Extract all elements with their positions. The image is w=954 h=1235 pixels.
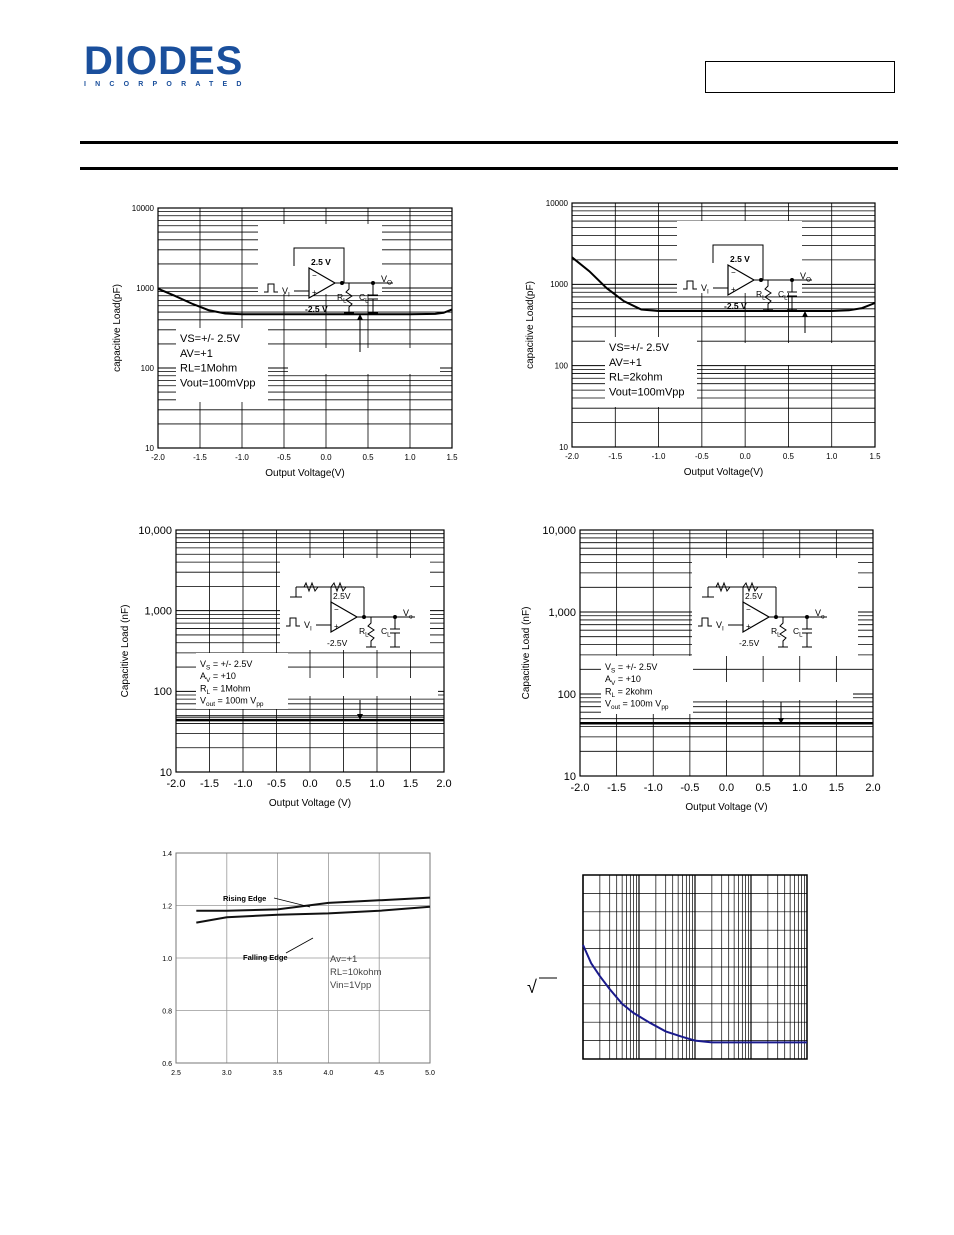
circuit-vplus-label: 2.5 V bbox=[730, 254, 750, 264]
x-tick-label: -1.0 bbox=[651, 452, 666, 461]
x-tick-label: -1.0 bbox=[233, 778, 253, 790]
circuit-opamp-plus: + bbox=[334, 622, 339, 631]
x-tick-label: 0.5 bbox=[755, 782, 771, 794]
circuit-vminus-label: -2.5 V bbox=[305, 304, 328, 314]
circuit-vplus-label: 2.5 V bbox=[311, 257, 331, 267]
circuit-vminus-label: -2.5V bbox=[327, 638, 348, 648]
x-tick-label: 0.5 bbox=[362, 453, 374, 462]
x-tick-label: -2.0 bbox=[166, 778, 186, 790]
test-condition-note: AV=+1 bbox=[609, 356, 642, 369]
x-tick-label: 0.5 bbox=[335, 778, 352, 790]
x-tick-label: 0.0 bbox=[718, 782, 735, 794]
x-tick-label: -2.0 bbox=[151, 453, 165, 462]
x-tick-label: -1.0 bbox=[643, 782, 663, 794]
y-tick-label: 100 bbox=[557, 688, 576, 701]
chart-noise-density bbox=[515, 865, 815, 1065]
test-condition-note: AV=+1 bbox=[180, 347, 213, 360]
annotation-blank-bg bbox=[693, 682, 853, 700]
x-axis-label: Output Voltage (V) bbox=[268, 798, 352, 809]
series-leader-falling bbox=[286, 938, 313, 953]
test-condition-note: $V_{out} = 100m$ $V_{pp}$ bbox=[200, 695, 264, 709]
circuit-cl-label: $C_L$ bbox=[359, 292, 369, 305]
test-condition-note: Vout=100mVpp bbox=[180, 377, 256, 390]
test-condition-note: Vout=100mVpp bbox=[609, 386, 685, 399]
circuit-vminus-label: -2.5V bbox=[739, 638, 760, 648]
series-label-rising-edge: Rising Edge bbox=[223, 894, 267, 903]
test-condition-note: RL=2kohm bbox=[609, 371, 663, 384]
part-number-box bbox=[705, 61, 895, 93]
y-tick-label: 1.4 bbox=[162, 851, 172, 858]
chart-capload-av10-rl-1mohm bbox=[110, 518, 470, 813]
circuit-opamp-minus: − bbox=[334, 605, 339, 614]
circuit-opamp-minus: − bbox=[312, 271, 317, 280]
test-condition-note: VS=+/- 2.5V bbox=[180, 333, 240, 345]
annotation-blank-bg bbox=[288, 678, 438, 696]
x-tick-label: 3.0 bbox=[221, 1070, 232, 1077]
test-condition-note: $V_S$ = +/- 2.5V bbox=[605, 662, 658, 675]
circuit-opamp-plus: + bbox=[312, 288, 317, 297]
data-series-line bbox=[196, 907, 430, 923]
y-tick-label: 10000 bbox=[545, 198, 568, 208]
circuit-opamp-minus: − bbox=[746, 605, 751, 614]
x-tick-label: -1.0 bbox=[235, 453, 249, 462]
circuit-vo-label: $V_O$ bbox=[381, 274, 393, 287]
x-tick-label: 1.0 bbox=[792, 782, 808, 794]
chart-slew-rate-vs-supply bbox=[150, 840, 450, 1080]
x-tick-label: -1.5 bbox=[608, 452, 623, 461]
circuit-vo-label: $V_o$ bbox=[403, 608, 413, 621]
test-condition-note: RL=1Mohm bbox=[180, 362, 238, 375]
test-condition-note: $R_L$ = 1Mohm bbox=[200, 683, 251, 696]
chart-capload-av10-rl-2kohm bbox=[505, 518, 890, 818]
x-tick-label: 0.5 bbox=[782, 452, 794, 461]
circuit-vi-label: $V_I$ bbox=[701, 283, 709, 296]
x-tick-label: 1.0 bbox=[369, 778, 385, 790]
circuit-vplus-label: 2.5V bbox=[333, 591, 351, 601]
test-condition-note: Av=+1 bbox=[330, 954, 358, 965]
circuit-output-node bbox=[774, 615, 778, 619]
x-tick-label: 4.5 bbox=[374, 1070, 385, 1077]
x-tick-label: 0.0 bbox=[302, 778, 318, 790]
y-axis-sqrt-symbol: √ bbox=[527, 977, 537, 997]
circuit-inset-bg bbox=[280, 558, 430, 650]
x-tick-label: -0.5 bbox=[694, 452, 709, 461]
circuit-output-node bbox=[362, 615, 366, 619]
circuit-opamp-plus: + bbox=[746, 622, 751, 631]
circuit-vplus-label: 2.5V bbox=[745, 591, 763, 601]
x-tick-label: 1.5 bbox=[869, 452, 881, 461]
x-tick-label: -2.0 bbox=[565, 452, 579, 461]
header-rule-top bbox=[80, 141, 898, 144]
y-axis-label: Capacitive Load (nF) bbox=[521, 606, 532, 700]
x-tick-label: 5.0 bbox=[425, 1070, 435, 1077]
x-tick-label: 0.0 bbox=[739, 452, 751, 461]
header-rule-bottom bbox=[80, 167, 898, 170]
series-label-falling-edge: Falling Edge bbox=[243, 953, 288, 962]
y-tick-label: 1,000 bbox=[144, 605, 172, 618]
diodes-logo bbox=[84, 39, 254, 90]
test-condition-note: RL=10kohm bbox=[330, 967, 382, 978]
circuit-vo-label: $V_O$ bbox=[800, 271, 812, 284]
circuit-output-node bbox=[340, 281, 344, 285]
circuit-inset-bg bbox=[692, 558, 858, 656]
y-tick-label: 100 bbox=[153, 686, 172, 699]
x-tick-label: 1.0 bbox=[404, 453, 416, 462]
x-tick-label: -2.0 bbox=[570, 782, 590, 794]
x-tick-label: -0.5 bbox=[267, 778, 286, 790]
test-condition-note: $V_{out} = 100m$ $V_{pp}$ bbox=[605, 698, 669, 712]
test-condition-note: $A_V = +10$ bbox=[200, 671, 236, 684]
y-tick-label: 1000 bbox=[550, 280, 568, 290]
circuit-opamp-minus: − bbox=[731, 268, 736, 277]
y-axis-label: Capacitive Load (nF) bbox=[120, 604, 131, 698]
circuit-vo-label: $V_o$ bbox=[815, 608, 825, 621]
y-tick-label: 100 bbox=[140, 363, 154, 373]
annotation-blank-bg bbox=[717, 343, 865, 365]
test-condition-note: Vin=1Vpp bbox=[330, 980, 372, 991]
chart-capload-rl-2kohm bbox=[515, 195, 890, 490]
x-tick-label: -1.5 bbox=[193, 453, 207, 462]
circuit-vi-label: $V_I$ bbox=[282, 286, 290, 299]
y-tick-label: 10000 bbox=[131, 203, 154, 213]
y-tick-label: 10 bbox=[159, 766, 172, 779]
chart-capload-rl-1mohm bbox=[100, 198, 470, 493]
x-tick-label: 1.0 bbox=[826, 452, 838, 461]
circuit-opamp-plus: + bbox=[731, 285, 736, 294]
x-tick-label: -0.5 bbox=[680, 782, 700, 794]
circuit-cl-label: $C_L$ bbox=[381, 626, 391, 639]
circuit-cl-label: $C_L$ bbox=[778, 289, 788, 302]
y-tick-label: 0.8 bbox=[162, 1008, 172, 1016]
annotation-blank-bg bbox=[288, 348, 440, 374]
test-condition-note: $A_V = +10$ bbox=[605, 674, 641, 687]
x-tick-label: 2.0 bbox=[436, 778, 452, 790]
y-tick-label: 10 bbox=[145, 443, 154, 453]
y-tick-label: 1.0 bbox=[162, 956, 172, 963]
x-tick-label: 2.5 bbox=[171, 1070, 181, 1077]
x-tick-label: 4.0 bbox=[323, 1070, 334, 1077]
y-tick-label: 1,000 bbox=[548, 606, 576, 619]
x-tick-label: 0.0 bbox=[320, 453, 332, 462]
x-tick-label: 1.5 bbox=[828, 782, 845, 794]
circuit-rl-label: $R_L$ bbox=[771, 626, 781, 639]
test-condition-note: $V_S$ = +/- 2.5V bbox=[200, 659, 253, 672]
circuit-rl-label: $R_L$ bbox=[337, 292, 347, 305]
x-tick-label: 1.5 bbox=[446, 453, 458, 462]
y-tick-label: 10 bbox=[563, 770, 576, 783]
x-axis-label: Output Voltage(V) bbox=[265, 468, 345, 479]
y-tick-label: 10 bbox=[559, 442, 568, 452]
y-axis-label: capacitive Load(pF) bbox=[112, 284, 123, 372]
circuit-rl-label: $R_L$ bbox=[359, 626, 369, 639]
y-tick-label: 100 bbox=[554, 361, 568, 371]
logo-wordmark: DIODES bbox=[84, 39, 244, 83]
test-condition-note: $R_L$ = 2kohm bbox=[605, 686, 653, 699]
x-tick-label: -1.5 bbox=[607, 782, 627, 794]
circuit-rl-label: $R_L$ bbox=[756, 289, 766, 302]
y-tick-label: 10,000 bbox=[138, 524, 172, 537]
circuit-vi-label: $V_I$ bbox=[304, 620, 312, 633]
y-tick-label: 10,000 bbox=[542, 524, 576, 537]
y-tick-label: 1.2 bbox=[162, 903, 172, 911]
circuit-cl-label: $C_L$ bbox=[793, 626, 803, 639]
circuit-vi-label: $V_I$ bbox=[716, 620, 724, 633]
test-condition-note: VS=+/- 2.5V bbox=[609, 342, 669, 354]
x-tick-label: -1.5 bbox=[200, 778, 219, 790]
y-axis-label: capacitive Load(pF) bbox=[525, 281, 536, 369]
logo-subtitle: INCORPORATED bbox=[84, 81, 251, 88]
circuit-output-node bbox=[759, 278, 763, 282]
x-tick-label: -0.5 bbox=[277, 453, 291, 462]
y-tick-label: 1000 bbox=[136, 283, 154, 293]
x-axis-label: Output Voltage(V) bbox=[683, 467, 764, 478]
x-tick-label: 1.5 bbox=[402, 778, 419, 790]
x-tick-label: 2.0 bbox=[865, 782, 881, 794]
x-axis-label: Output Voltage (V) bbox=[685, 802, 768, 813]
x-tick-label: 3.5 bbox=[272, 1070, 283, 1077]
y-tick-label: 0.6 bbox=[162, 1061, 172, 1068]
circuit-vminus-label: -2.5 V bbox=[724, 301, 747, 311]
